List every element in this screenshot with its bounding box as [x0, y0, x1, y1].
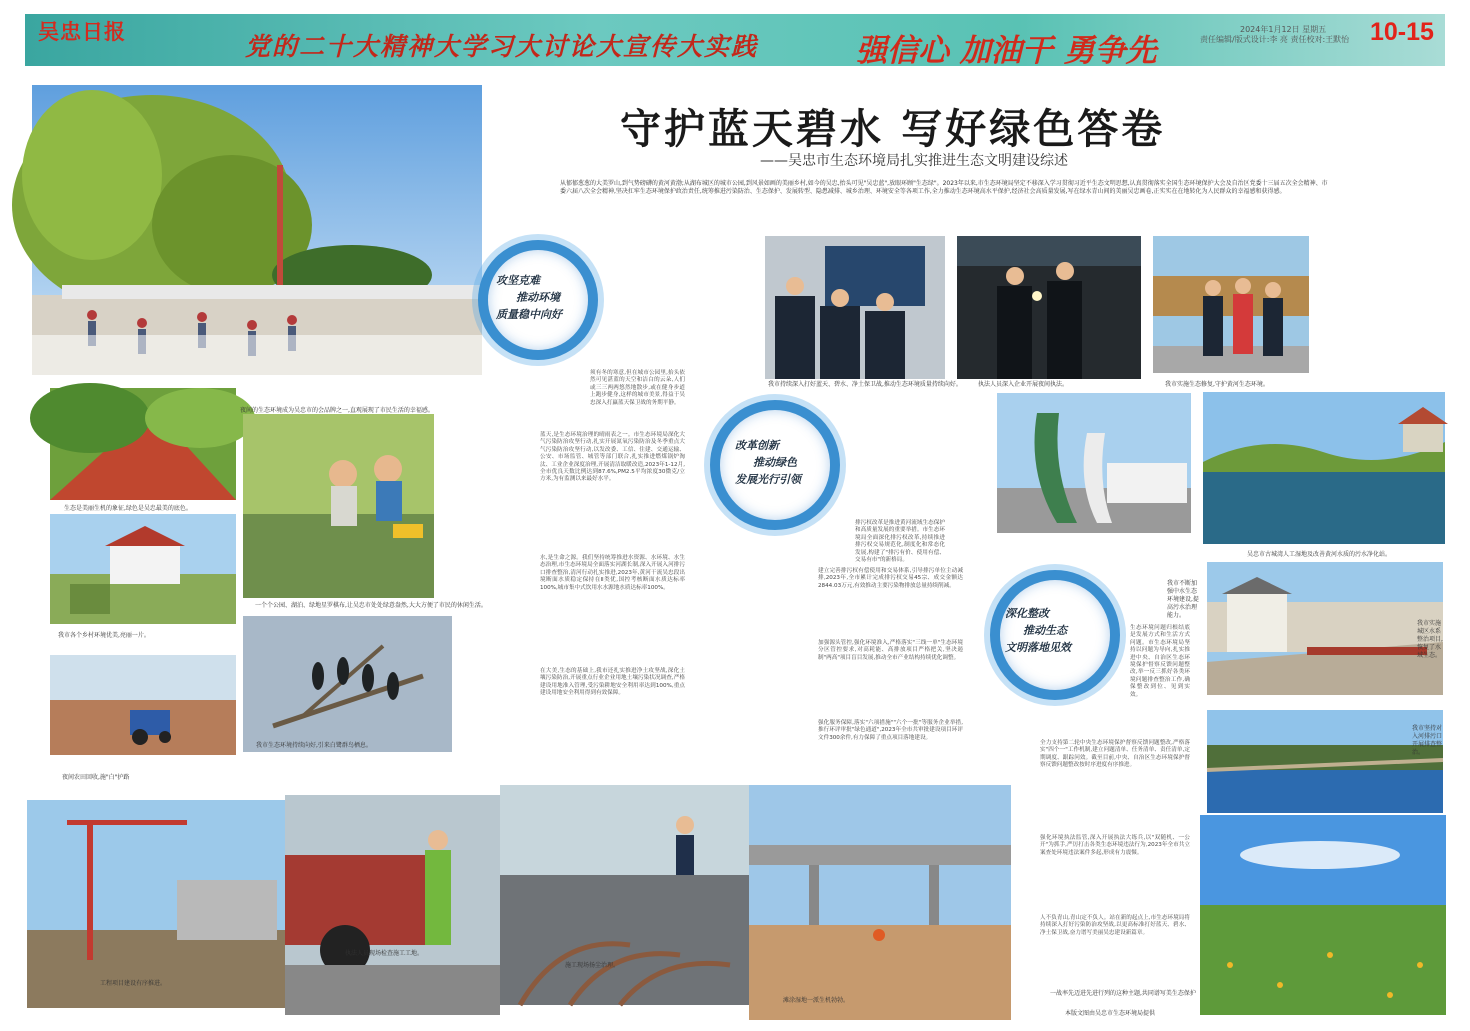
caption-monitoring: 我市持续深入打好蓝天、碧水、净土保卫战,推动生态环境质量持续向好。	[768, 381, 962, 388]
header-slogan-2: 强信心 加油干 勇争先	[856, 33, 1157, 69]
site-check-photo	[1153, 236, 1309, 373]
article-title: 守护蓝天碧水 写好绿色答卷	[620, 105, 1166, 153]
article-subtitle: ——吴忠市生态环境局扎实推进生态文明建设综述	[760, 153, 1068, 169]
section-title-2: 改革创新 推动绿色 发展光行引领	[735, 439, 801, 486]
night-inspection-photo	[957, 236, 1141, 379]
caption-dust: 施工现场扬尘治理。	[565, 962, 620, 969]
park-photo	[32, 85, 482, 375]
village-photo	[50, 514, 236, 624]
body-col-12: 人不负青山,青山定不负人。站在新的起点上,市生态环境局将持续深入打好污染防治攻坚战,以更高标准打好蓝天、碧水、净土保卫战,奋力谱写美丽吴忠建设新篇章。	[1040, 915, 1190, 936]
article-intro: 从郁郁葱葱的大美罗山,到气势磅礴的黄河黄渤;从湖布城区的城市公园,到风景如画的美丽乡村,如今的吴忠,抬头可见"吴忠蓝",放眼环顾"生态绿"。2023年以来,市生态环境局坚定不移深入学习贯彻习近平生态文明思想,认真贯彻落实全国生态环境保护大会及自治区党委十三届五次全会精神、市委六届八次全会精神,坚决扛牢生态环境保护政治责任,统筹推进污染防治、生态保护、发展转型、隐患减排、城乡治理、环境安全等各项工作,全力推动生态环境高水平保护,经济社会高质量发展,写在绿水青山间的美丽吴忠画卷,正实实在在地转化为人民群众的幸福感和获得感。	[560, 180, 1328, 195]
page-numbers: 10-15	[1370, 18, 1434, 46]
body-col-10: 全力支持第二轮中央生态环境保护督察反馈问题整改,严格落实"四个一"工作机制,建立问题清单、任务清单、责任清单,定期调度、跟踪问效。截至目前,中央、自治区生态环境保护督察反馈问题整改按时序进度有序推进。	[1040, 740, 1190, 769]
closing-note: 一战率先迈进先进行列的这种主题,共同谱写美生态保护	[1050, 990, 1196, 997]
monument-photo	[997, 393, 1191, 533]
caption-outfall: 我市坚持对入河排污口开展排查整治。	[1412, 725, 1443, 756]
header-slogan: 党的二十大精神大学习大讨论大宣传大实践	[245, 32, 759, 61]
bridge-photo	[749, 785, 1011, 1020]
caption-night: 执法人员深入企业开展夜间执法。	[978, 381, 1069, 388]
riverside-photo	[1207, 562, 1443, 695]
body-col-6: 建立完善排污权有偿使用和交易体系,引导排污单位主动减排,2023年,全市累计完成排污权交易45宗、成交金额达2844.03万元,有效推动主要污染物排放总量持续削减。	[818, 568, 963, 589]
section-title-1: 攻坚克难 推动环境 质量稳中向好	[496, 274, 562, 321]
body-col-1: 须有冬的寒意,但在城市公园里,抬头依然可见湛蓝的天空和洁白的云朵,人们或三三两两悠然地散步,或在健身步道上跑步健身,这样的城市美景,得益于吴忠深入打赢蓝天保卫战的务期平静。	[590, 370, 685, 406]
farmland-photo	[50, 655, 236, 755]
body-col-7: 加强源头管控,强化环境准入,严格落实"三线一单"生态环境分区管控要求,对高耗能、高排放项目严格把关,坚决遏制"两高"项目盲目发展,推动全市产业结构持续优化调整。	[818, 640, 963, 661]
body-col-2: 蓝天,是生态环境治理的晴雨表之一。市生态环境局深化大气污染防治攻坚行动,扎实开展氮氧污染防治及冬季重点大气污染防治攻坚行动,以发改委、工信、住建、交通运输、公安、市场监管、城管等部门联合,扎实推进燃煤锅炉淘汰、工业企业深度治理,开展清洁取暖改造,2023年1-12月,全市优良天数比例达到87.6%,PM2.5平均浓度30微克/立方米,为有监测以来最好水平。	[540, 432, 685, 483]
caption-village: 我市各个乡村环境优美,亮丽一片。	[58, 632, 150, 639]
body-col-5: 排污权改革是推进黄河流域生态保护和高质量发展的重要举措。市生态环境局全面深化排污权改革,持续推进排污权交易规范化,制度化和常态化发展,构建了"排污有价、使用有偿、交易有市"的新格局。	[855, 520, 945, 564]
body-col-8: 强化服务保障,落实"六项措施""六个一批"等服务企业举措,推行环评审批"绿色通道",2023年全市共审批建设项目环评文件300余件,有力保障了重点项目落地建设。	[818, 720, 963, 741]
caption-river-system: 我市实施城区水系整治项目,恢复了水域生态。	[1417, 620, 1443, 659]
body-col-3: 水,是生命之源。我们坚持统筹推进水资源、水环境、水生态治理,市生态环境局全面落实河湖长制,深入开展入河排污口排查整治,清河行动扎实推进,2023年,黄河干流吴忠段出境断面水质稳定保持在Ⅱ类优,国控考核断面水质达标率100%,城市集中式饮用水水源地水质达标率100%。	[540, 555, 685, 591]
masthead-logo: 吴忠日报	[38, 19, 126, 44]
caption-wetland: 吴忠市古城湾人工湿地及改善黄河水质的污水净化站。	[1247, 551, 1392, 558]
body-col-4: 在大美,生态的基础上,我市还扎实推进净土攻坚战,深化土壤污染防治,开展重点行业企业用地土壤污染状况调查,严格建设用地准入管理,受污染耕地安全利用率达到100%,重点建设用地安全利用得到有效保障。	[540, 668, 685, 697]
caption-kids-top: 夜间的生态环境成为吴忠市的会品牌之一,直观展现了市民生活的幸福感。	[240, 407, 434, 414]
caption-path: 生态是美丽生机的象征,绿色是吴忠最美的底色。	[64, 505, 192, 512]
inspection-photo	[285, 795, 500, 1015]
caption-construction: 工程项目建设有序推进。	[100, 980, 167, 987]
section-title-3: 深化整改 推动生态 文明落地见效	[1005, 607, 1071, 654]
caption-bridge: 滩涂湿地一派生机勃勃。	[783, 997, 850, 1004]
body-col-9: 生态环境问题归根结底是发展方式和生活方式问题。市生态环境局坚持以问题为导向,扎实推进中央、自治区生态环境保护督察反馈问题整改,举一反三抓好各类环境问题排查整治工作,确保整改到位、见到实效。	[1130, 625, 1190, 698]
caption-inspection: 执法人员现场检查施工工地。	[345, 950, 424, 957]
construction-photo	[27, 800, 285, 1008]
path-photo	[50, 388, 236, 500]
meadow-photo	[1200, 815, 1446, 1015]
kids-photo	[243, 414, 434, 598]
dust-control-photo	[500, 785, 749, 1005]
caption-farmland: 夜间农田回收,施"白"护路	[62, 774, 130, 781]
caption-site: 我市实施生态修复,守护黄河生态环境。	[1165, 381, 1269, 388]
birds-photo	[243, 616, 452, 752]
photo-credit: 本版文图由吴忠市生态环境局提供	[1065, 1010, 1156, 1017]
monitoring-photo	[765, 236, 945, 379]
date-line: 2024年1月12日 星期五	[1240, 25, 1327, 34]
caption-birds: 我市生态环境持续向好,引来白鹭群鸟栖息。	[256, 742, 372, 749]
river-photo	[1207, 710, 1443, 813]
caption-kids: 一个个公园、湖泊、绿地星罗棋布,让吴忠市处处绿意盎然,大大方便了市民的休闲生活。	[255, 602, 487, 609]
body-col-11: 强化环境执法监管,深入开展执法大练兵,以"双随机、一公开"为抓手,严厉打击各类生态环境违法行为,2023年全市共立案查处环境违法案件多起,形成有力震慑。	[1040, 835, 1190, 856]
caption-water-recycle: 我市不断加强中水生态环境建设,提高污水治理能力。	[1167, 580, 1199, 619]
editor-line: 责任编辑/版式设计:李 亮 责任校对:王默怡	[1200, 35, 1350, 44]
wetland-photo	[1203, 392, 1445, 544]
